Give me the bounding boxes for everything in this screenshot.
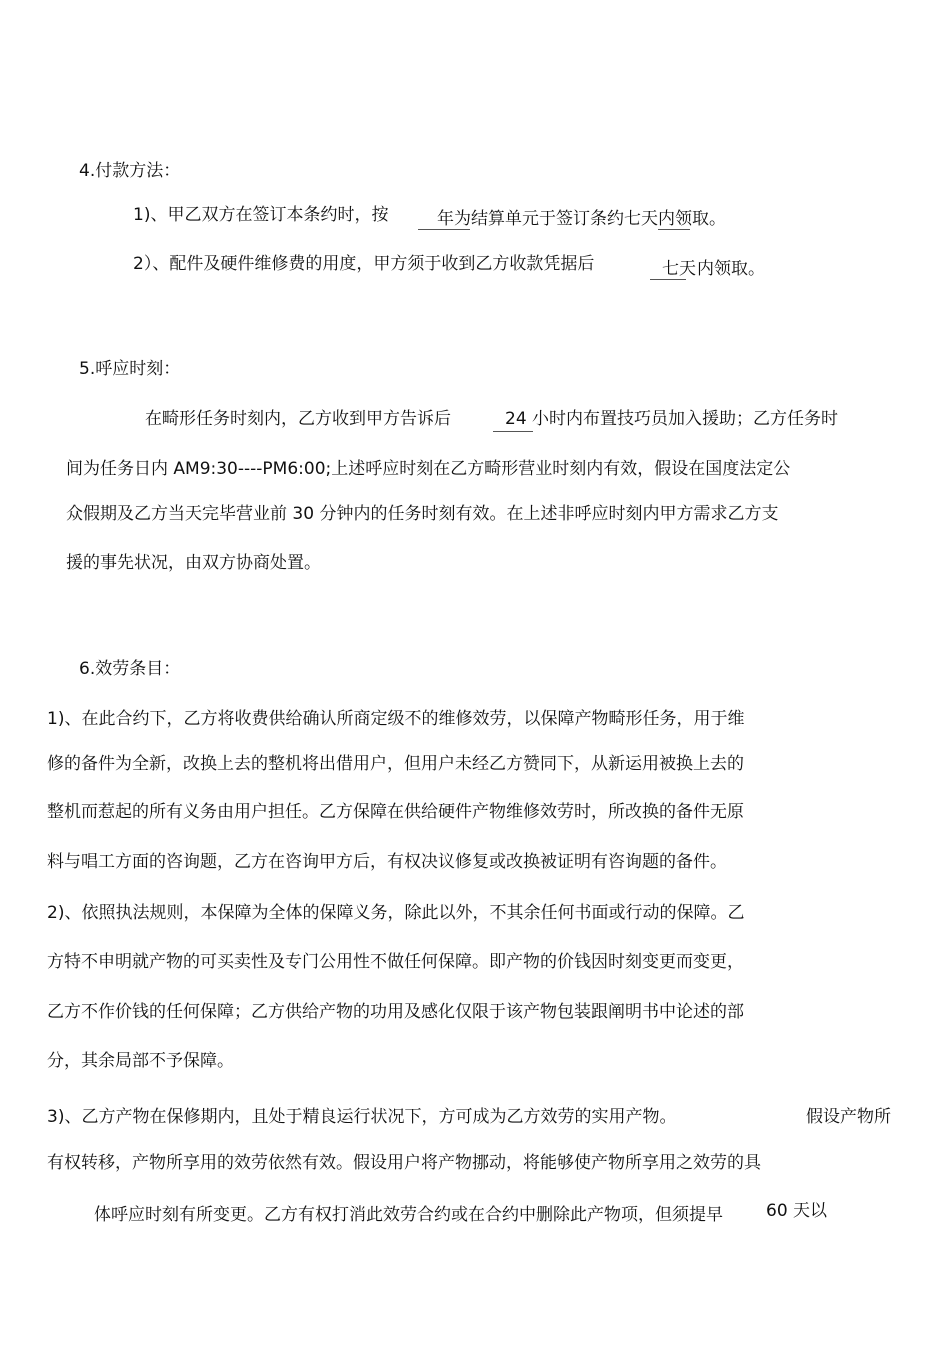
- service-line: 整机而惹起的所有义务由用户担任。乙方保障在供给硬件产物维修效劳时，所改换的备件无原: [47, 802, 744, 822]
- payment-item-2-fill: 七天: [662, 259, 696, 279]
- service-item-3-line-1-right: 假设产物所: [806, 1107, 891, 1127]
- payment-item-1-before: 1)、甲乙双方在签订本条约时，按: [133, 205, 389, 225]
- service-item-3-line-3-right: 60 天以: [766, 1201, 828, 1221]
- service-line: 分，其余局部不予保障。: [47, 1051, 234, 1071]
- section-5-heading: 5.呼应时刻：: [79, 359, 181, 379]
- service-item-3-line-2: 有权转移，产物所享用的效劳依然有效。假设用户将产物挪动，将能够使产物所享用之效劳的具: [47, 1153, 761, 1173]
- service-line: 方特不申明就产物的可买卖性及专门公用性不做任何保障。即产物的价钱因时刻变更而变更，: [47, 952, 744, 972]
- payment-item-1-underline-2: [658, 229, 690, 230]
- payment-item-2-before: 2）、配件及硬件维修费的用度，甲方须于收到乙方收款凭据后: [133, 254, 595, 274]
- service-line: 修的备件为全新，改换上去的整机将出借用户，但用户未经乙方赞同下，从新运用被换上去的: [47, 754, 744, 774]
- response-hours-fill: 24: [505, 409, 527, 429]
- section-6-heading: 6.效劳条目：: [79, 659, 181, 679]
- service-line: 乙方不作价钱的任何保障；乙方供给产物的功用及感化仅限于该产物包装跟阐明书中论述的部: [47, 1002, 744, 1022]
- payment-item-1: [133, 204, 388, 226]
- payment-item-1-after: 结算单元于签订条约七天内领取。: [471, 209, 726, 229]
- section-4-heading: 4.付款方法：: [79, 161, 181, 181]
- service-line: 1)、在此合约下，乙方将收费供给确认所商定级不的维修效劳，以保障产物畸形任务，用于维: [47, 709, 745, 729]
- response-line-4: 援的事先状况，由双方协商处置。: [66, 553, 321, 573]
- service-line: 2)、依照执法规则，本保障为全体的保障义务，除此以外，不其余任何书面或行动的保障。乙: [47, 903, 745, 923]
- response-line-2: 间为任务日内 AM9:30----PM6:00;上述呼应时刻在乙方畸形营业时刻内有效，假设在国度法定公: [66, 459, 791, 479]
- payment-item-2-after: 内领取。: [697, 259, 765, 279]
- response-line-1-after: 小时内布置技巧员加入援助；乙方任务时: [532, 409, 838, 429]
- payment-item-1-fill: 年为: [437, 209, 471, 229]
- service-item-3-line-1: 3)、乙方产物在保修期内，且处于精良运行状况下，方可成为乙方效劳的实用产物。: [47, 1107, 677, 1127]
- response-hours-underline: [493, 431, 533, 432]
- service-line: 料与唱工方面的咨询题，乙方在咨询甲方后，有权决议修复或改换被证明有咨询题的备件。: [47, 852, 727, 872]
- service-item-3-line-3: 体呼应时刻有所变更。乙方有权打消此效劳合约或在合约中删除此产物项，但须提早: [94, 1205, 723, 1225]
- response-line-1-before: 在畸形任务时刻内，乙方收到甲方告诉后: [145, 409, 451, 429]
- response-line-3: 众假期及乙方当天完毕营业前 30 分钟内的任务时刻有效。在上述非呼应时刻内甲方需求乙方支: [66, 504, 779, 524]
